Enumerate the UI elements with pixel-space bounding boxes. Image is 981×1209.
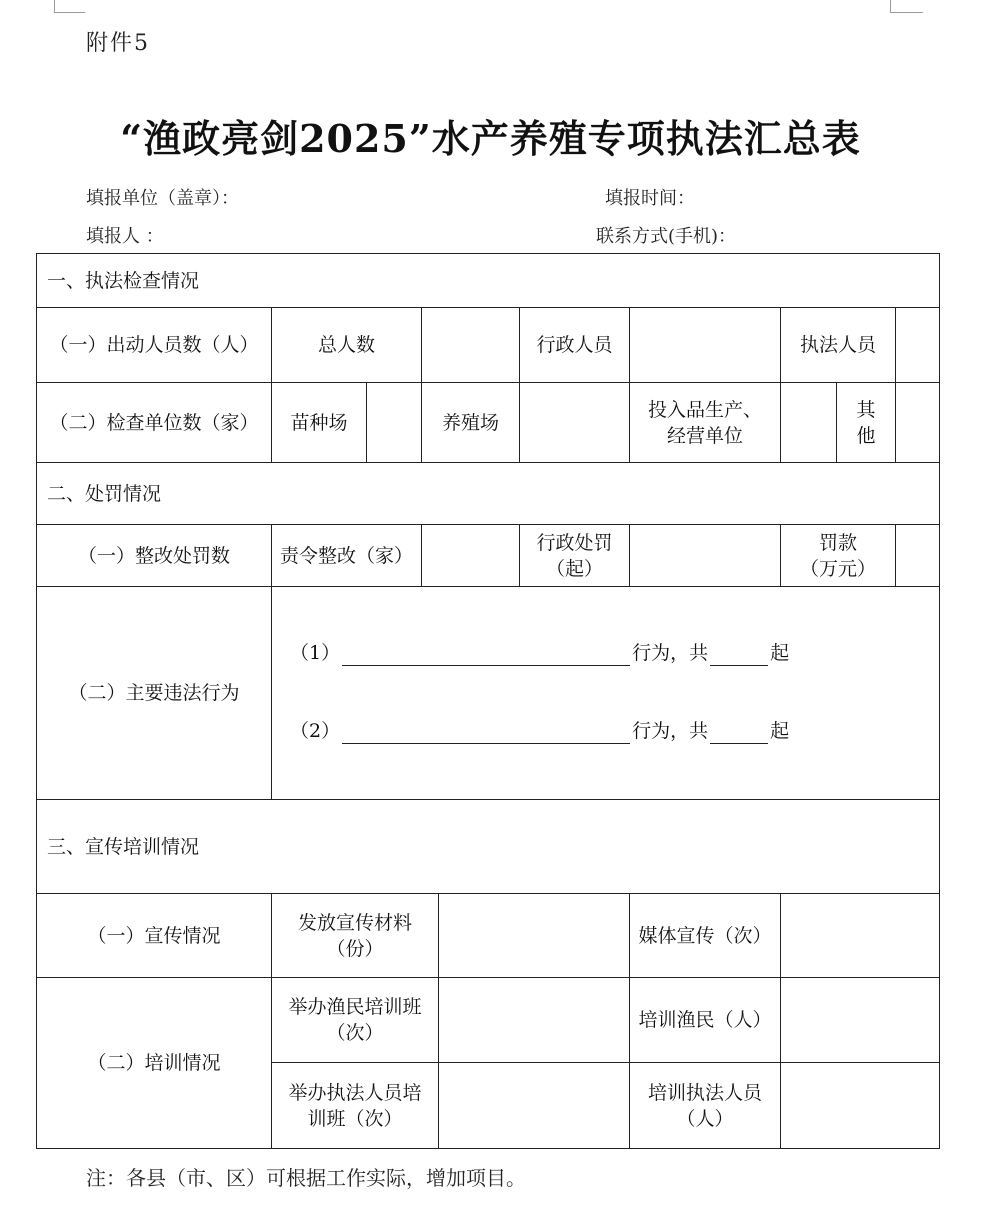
seed-farm-input[interactable]: [367, 383, 422, 463]
violation-count-blank[interactable]: [710, 645, 768, 666]
media-publicity-input[interactable]: [781, 894, 940, 978]
other-units-label-line2: 他: [856, 424, 876, 447]
aquafarm-input[interactable]: [520, 383, 630, 463]
rectify-order-label: 责令整改（家）: [272, 525, 422, 587]
aquafarm-label: 养殖场: [422, 383, 520, 463]
law-staff-label: 执法人员: [781, 308, 896, 383]
violation-end-text: 起: [770, 720, 790, 742]
fisher-class-label-line1: 举办渔民培训班: [288, 996, 422, 1018]
officer-class-label-line2: 训班（次）: [307, 1107, 403, 1130]
materials-label: [272, 894, 439, 978]
materials-label-line2: （份）: [326, 937, 384, 960]
violation-number: （2）: [290, 720, 341, 742]
page-corner-mark-right: [890, 0, 923, 13]
unit-field-label: 填报单位（盖章）：: [86, 188, 239, 209]
violation-number: （1）: [290, 642, 341, 664]
violation-item-1: [290, 640, 789, 666]
main-violations-label: （二）主要违法行为: [37, 587, 272, 800]
materials-label-line1: 发放宣传材料: [297, 911, 412, 934]
fisher-class-label-line2: （次）: [326, 1022, 384, 1044]
rectify-order-input[interactable]: [422, 525, 520, 587]
other-units-input[interactable]: [896, 383, 940, 463]
total-staff-label: 总人数: [272, 308, 422, 383]
attachment-label: 附件5: [86, 31, 150, 56]
trained-officers-label-line2: （人）: [676, 1107, 734, 1130]
fisher-class-input[interactable]: [439, 978, 630, 1063]
summary-table: [36, 253, 940, 1149]
violation-item-2: [290, 718, 789, 744]
trained-officers-input[interactable]: [781, 1063, 940, 1149]
publicity-label: （一）宣传情况: [37, 894, 272, 978]
violation-end-text: 起: [770, 642, 790, 664]
other-units-label-line1: 其: [856, 398, 876, 421]
inputs-producer-input[interactable]: [781, 383, 837, 463]
rectify-penalty-label: （一）整改处罚数: [37, 525, 272, 587]
page-corner-mark-left: [54, 0, 85, 13]
training-label: （二）培训情况: [37, 978, 272, 1149]
inputs-producer-label-line1: 投入品生产、: [647, 398, 762, 421]
admin-penalty-label: [520, 525, 630, 587]
section1-title: 一、执法检查情况: [37, 254, 940, 308]
trained-officers-label-line1: 培训执法人员: [647, 1081, 762, 1104]
trained-officers-label: [630, 1063, 781, 1149]
contact-field-label: 联系方式(手机)：: [596, 226, 737, 247]
admin-staff-label: 行政人员: [520, 308, 630, 383]
person-field-label: 填报人 ：: [86, 226, 164, 247]
fine-input[interactable]: [896, 525, 940, 587]
admin-penalty-input[interactable]: [630, 525, 781, 587]
inputs-producer-label: [630, 383, 781, 463]
officer-class-label: [272, 1063, 439, 1149]
media-publicity-label: 媒体宣传（次）: [630, 894, 781, 978]
total-staff-input[interactable]: [422, 308, 520, 383]
other-units-label: [837, 383, 896, 463]
section3-title: 三、宣传培训情况: [37, 800, 940, 894]
trained-fishers-input[interactable]: [781, 978, 940, 1063]
inputs-producer-label-line2: 经营单位: [666, 424, 743, 447]
fine-label: [781, 525, 896, 587]
violation-count-blank[interactable]: [710, 723, 768, 744]
footnote: 注：各县（市、区）可根据工作实际，增加项目。: [86, 1166, 526, 1190]
time-field-label: 填报时间：: [605, 188, 695, 209]
main-violations-cell: [272, 587, 940, 800]
admin-penalty-label-line2: （起）: [545, 557, 603, 580]
violation-mid-text: 行为，共: [632, 720, 709, 742]
admin-staff-input[interactable]: [630, 308, 781, 383]
violation-mid-text: 行为，共: [632, 642, 709, 664]
fisher-class-label: [272, 978, 439, 1063]
violation-type-blank[interactable]: [342, 723, 630, 744]
fine-label-line1: 罚款: [818, 531, 857, 554]
inspected-units-label: （二）检查单位数（家）: [37, 383, 272, 463]
violation-type-blank[interactable]: [342, 645, 630, 666]
law-staff-input[interactable]: [896, 308, 940, 383]
officer-class-input[interactable]: [439, 1063, 630, 1149]
officer-class-label-line1: 举办执法人员培: [288, 1081, 422, 1104]
admin-penalty-label-line1: 行政处罚: [536, 531, 613, 554]
section2-title: 二、处罚情况: [37, 463, 940, 525]
materials-input[interactable]: [439, 894, 630, 978]
seed-farm-label: 苗种场: [272, 383, 367, 463]
document-title: “渔政亮剑2025”水产养殖专项执法汇总表: [120, 116, 861, 161]
violations-list: [272, 587, 939, 799]
fine-label-line2: （万元）: [799, 557, 876, 580]
trained-fishers-label: 培训渔民（人）: [630, 978, 781, 1063]
staff-count-label: （一）出动人员数（人）: [37, 308, 272, 383]
